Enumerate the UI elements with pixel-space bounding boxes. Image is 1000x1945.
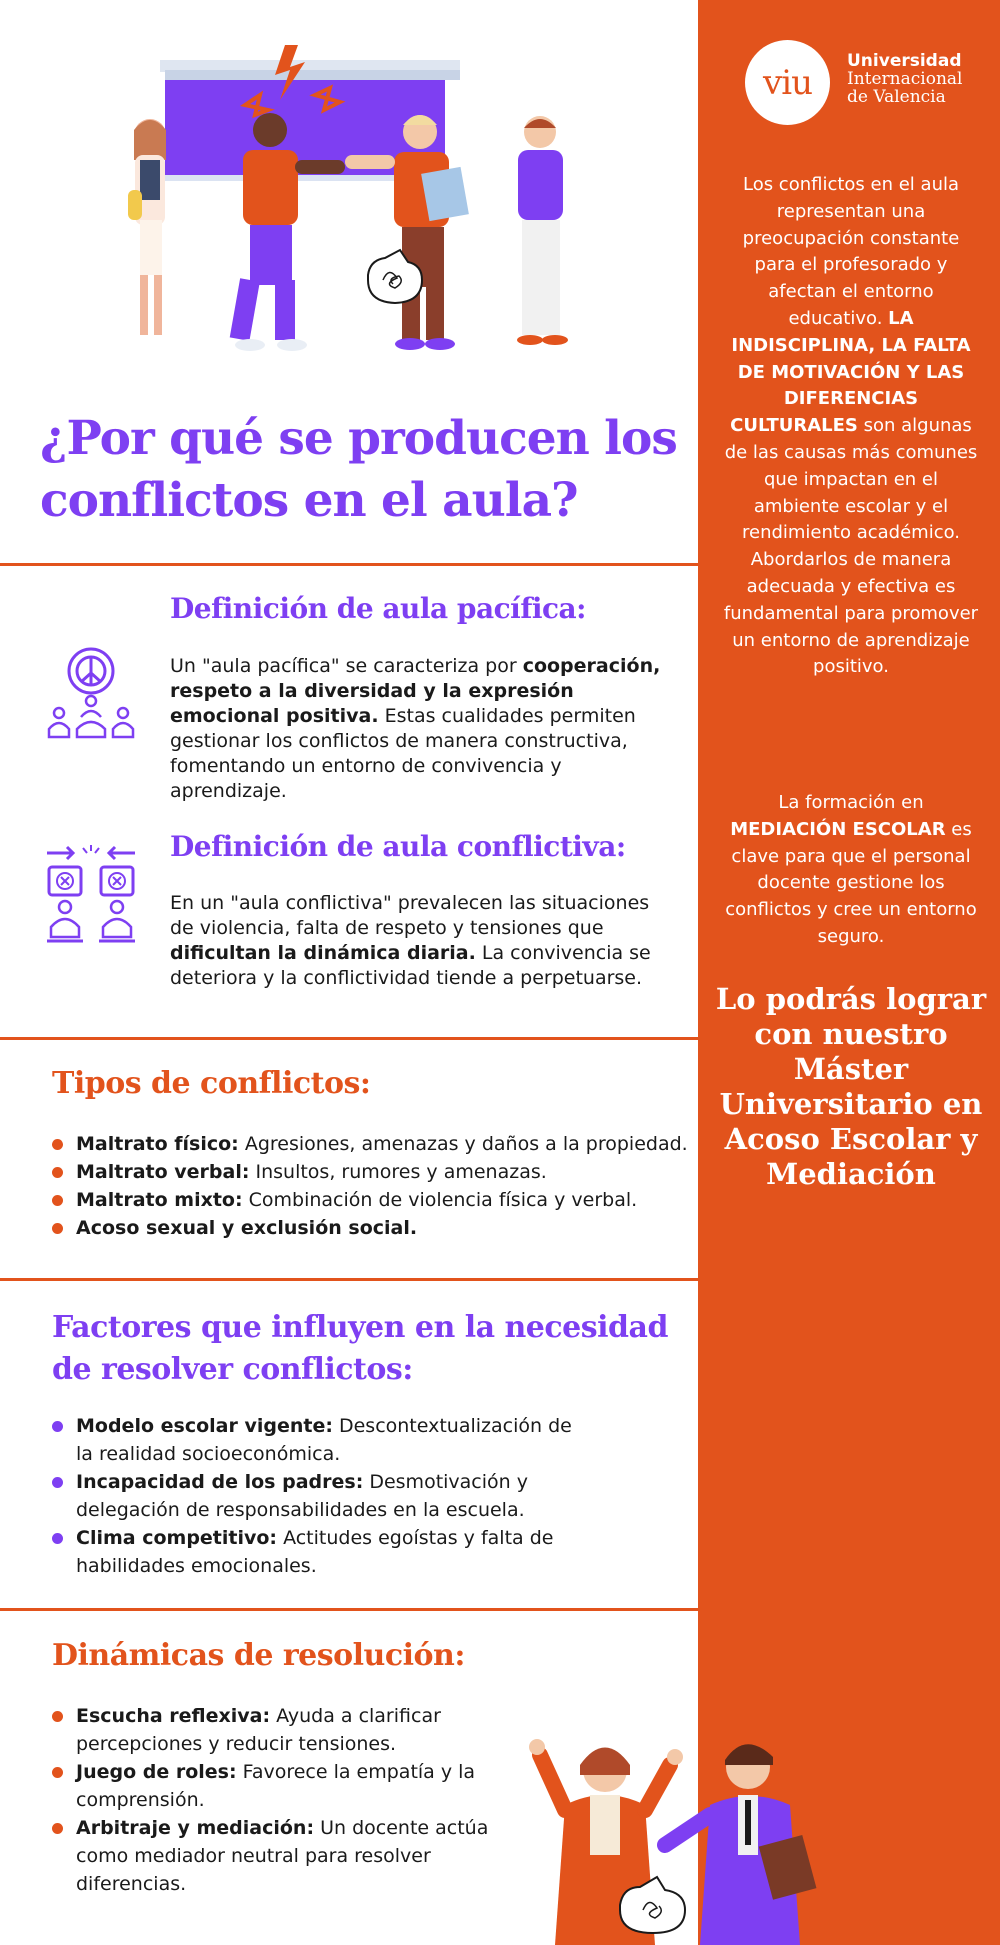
list-item: Arbitraje y mediación: Un docente actúa como mediador neutral para resolver diferencias. [52, 1814, 492, 1898]
bullet-dot [52, 1533, 63, 1544]
intro-paragraph: Los conflictos en el aula representan una preocupación constante para el profesorado y afectan el entorno educativo. LA INDISCIPLINA, LA FALTA DE MOTIVACIÓN Y LAS DIFERENCIAS CULTURALES son algunas de las causas más comunes que impactan en el ambiente escolar y el rendimiento académico. Abordarlos de manera adecuada y efectiva es fundamental para promover un entorno de aprendizaje positivo. [723, 174, 979, 678]
arguing-teachers-illustration [495, 1715, 1000, 1945]
logo-text: Universidad Internacional de Valencia [847, 51, 963, 107]
mediacion-paragraph: La formación en MEDIACIÓN ESCOLAR es clave para que el personal docente gestione los conflictos y cree un entorno seguro. [725, 792, 977, 947]
aula-conflictiva-title: Definición de aula conflictiva: [170, 830, 626, 863]
bullet-dot [52, 1223, 63, 1234]
list-item: Juego de roles: Favorece la empatía y la comprensión. [52, 1758, 492, 1814]
tipos-list [52, 1130, 692, 1242]
master-cta: Lo podrás lograr con nuestro Máster Universitario en Acoso Escolar y Mediación [715, 982, 987, 1191]
aula-pacifica-text: Un "aula pacífica" se caracteriza por cooperación, respeto a la diversidad y la expresión emocional positiva. Estas cualidades permiten gestionar los conflictos de manera constructiva, fomentando un entorno de convivencia y aprendizaje. [170, 655, 661, 802]
bullet-dot [52, 1167, 63, 1178]
bullet-dot [52, 1823, 63, 1834]
conflict-icon [45, 845, 137, 945]
tipos-title: Tipos de conflictos: [52, 1066, 371, 1101]
section-divider [0, 1608, 698, 1611]
list-item: Modelo escolar vigente: Descontextualización de la realidad socioeconómica. [52, 1412, 572, 1468]
list-item: Maltrato mixto: Combinación de violencia física y verbal. [52, 1186, 692, 1214]
section-divider [0, 1278, 698, 1281]
list-item: Acoso sexual y exclusión social. [52, 1214, 692, 1242]
viu-logo [745, 40, 975, 130]
hero-illustration [110, 40, 590, 390]
bullet-dot [52, 1195, 63, 1206]
aula-conflictiva-text: En un "aula conflictiva" prevalecen las situaciones de violencia, falta de respeto y tensiones que dificultan la dinámica diaria. La convivencia se deteriora y la conflictividad tiende a perpetuarse. [170, 892, 651, 989]
aula-pacifica-title: Definición de aula pacífica: [170, 592, 587, 625]
factores-list [52, 1412, 572, 1580]
peace-group-icon [45, 645, 137, 740]
bullet-dot [52, 1139, 63, 1150]
list-item: Maltrato verbal: Insultos, rumores y amenazas. [52, 1158, 692, 1186]
factores-title: Factores que influyen en la necesidad de resolver conflictos: [52, 1310, 668, 1387]
list-item: Incapacidad de los padres: Desmotivación y delegación de responsabilidades en la escuela. [52, 1468, 572, 1524]
dinamicas-list [52, 1702, 492, 1898]
section-divider [0, 563, 698, 566]
bullet-dot [52, 1421, 63, 1432]
list-item: Escucha reflexiva: Ayuda a clarificar percepciones y reducir tensiones. [52, 1702, 492, 1758]
list-item: Maltrato físico: Agresiones, amenazas y daños a la propiedad. [52, 1130, 692, 1158]
page-title: ¿Por qué se producen los conflictos en el aula? [40, 411, 677, 528]
list-item: Clima competitivo: Actitudes egoístas y falta de habilidades emocionales. [52, 1524, 572, 1580]
bullet-dot [52, 1711, 63, 1722]
section-divider [0, 1037, 698, 1040]
logo-mark: viu [745, 40, 830, 125]
bullet-dot [52, 1767, 63, 1778]
dinamicas-title: Dinámicas de resolución: [52, 1638, 465, 1673]
bullet-dot [52, 1477, 63, 1488]
